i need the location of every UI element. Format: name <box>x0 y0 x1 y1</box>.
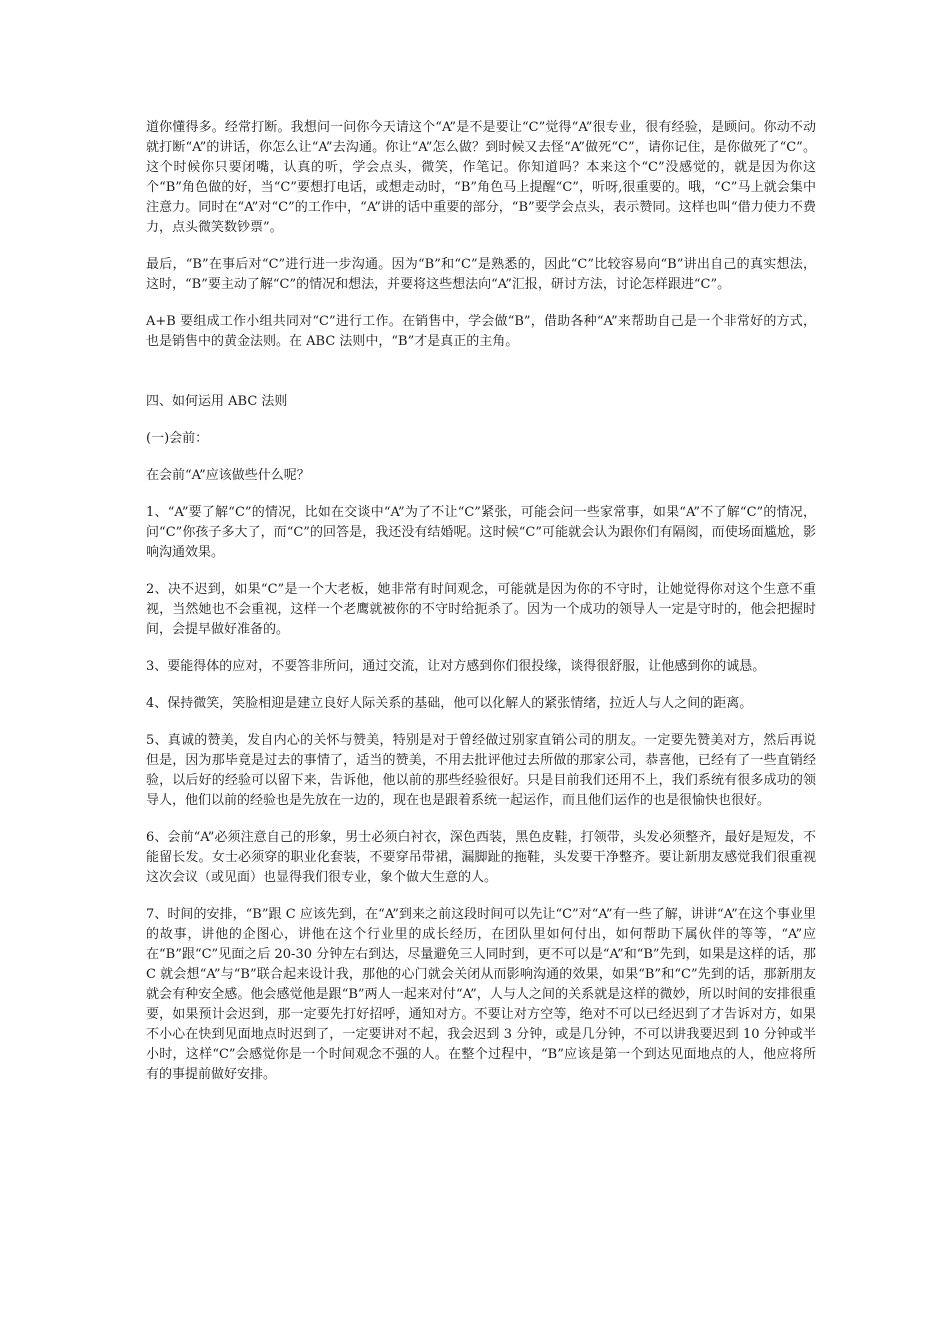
section-heading: 四、如何运用 ABC 法则 <box>146 394 288 409</box>
list-item: 6、会前“A”必须注意自己的形象，男士必须白衬衣，深色西装，黑色皮鞋，打领带，头发必须整齐，最好是短发，不能留长发。女士必须穿的职业化套装，不要穿吊带裙，漏脚趾的拖鞋，头发要干净整齐。要让新朋友感觉我们很重视这次会议（或见面）也显得我们很专业，象个做大生意的人。 <box>146 830 816 885</box>
list-item: 3、要能得体的应对，不要答非所问，通过交流，让对方感到你们很投缘，谈得很舒服，让他感到你的诚恳。 <box>146 659 766 674</box>
subsection-heading: (一)会前： <box>146 431 209 446</box>
list-item: 2、决不迟到，如果“C”是一个大老板，她非常有时间观念，可能就是因为你的不守时，让她觉得你对这个生意不重视，当然她也不会重视，这样一个老鹰就被你的不守时给扼杀了。因为一个成功的领导人一定是守时的，他会把握时间，会提早做好准备的。 <box>146 582 816 637</box>
section-question: 在会前“A”应该做些什么呢？ <box>146 468 310 483</box>
document-page <box>146 118 816 1102</box>
list-item: 7、时间的安排，“B”跟 C 应该先到，在“A”到来之前这段时间可以先让“C”对“A”有一些了解，讲讲“A”在这个事业里的故事，讲他的企图心，讲他在这个行业里的成长经历，在团队里如何付出，如何帮助下属伙伴的等等，“A”应在“B”跟“C”见面之后 20-30 分钟左右到达，尽量避免三人同时到，更不可以是“A”和“B”先到，如果是这样的话，那 C 就会想“A”与“B”联合起来设计我，那他的心门就会关闭从而影响沟通的效果，如果“B”和“C”先到的话，那新朋友就会有种安全感。他会感觉他是跟“B”两人一起来对付“A”，人与人之间的关系就是这样的微妙，所以时间的安排很重要，如果预计会迟到，那一定要先打好招呼，通知对方。不要让对方空等，绝对不可以已经迟到了才告诉对方，如果不小心在快到见面地点时迟到了，一定要讲对不起，我会迟到 3 分钟，或是几分钟，不可以讲我要迟到 10 分钟或半小时，这样“C”会感觉你是一个时间观念不强的人。在整个过程中，“B”应该是第一个到达见面地点的人，他应将所有的事提前做好安排。 <box>146 907 816 1082</box>
list-item: 1、“A”要了解“C”的情况，比如在交谈中“A”为了不让“C”紧张，可能会问一些家常事，如果“A”不了解“C”的情况，问“C”你孩子多大了，而“C”的回答是，我还没有结婚呢。这时候“C”可能就会认为跟你们有隔阂，而使场面尴尬，影响沟通效果。 <box>146 505 816 560</box>
intro-paragraph-1: 道你懂得多。经常打断。我想问一问你今天请这个“A”是不是要让“C”觉得“A”很专业，很有经验，是顾问。你动不动就打断“A”的讲话，你怎么让“A”去沟通。你让“A”怎么做？到时候又去怪“A”做死“C”，请你记住，是你做死了“C”。这个时候你只要闭嘴，认真的听，学会点头，微笑，作笔记。你知道吗？本来这个“C”没感觉的，就是因为你这个“B”角色做的好，当“C”要想打电话，或想走动时，“B”角色马上提醒“C”，听呀,很重要的。哦，“C”马上就会集中注意力。同时在“A”对“C”的工作中，“A”讲的话中重要的部分，“B”要学会点头，表示赞同。这样也叫“借力使力不费力，点头微笑数钞票”。 <box>146 120 816 235</box>
intro-paragraph-2: 最后，“B”在事后对“C”进行进一步沟通。因为“B”和“C”是熟悉的，因此“C”比较容易向“B”讲出自己的真实想法，这时，“B”要主动了解“C”的情况和想法，并要将这些想法向“A”汇报，研讨方法，讨论怎样跟进“C”。 <box>146 257 816 292</box>
list-item: 4、保持微笑，笑脸相迎是建立良好人际关系的基础，他可以化解人的紧张情绪，拉近人与人之间的距离。 <box>146 696 753 711</box>
list-item: 5、真诚的赞美，发自内心的关怀与赞美，特别是对于曾经做过别家直销公司的朋友。一定要先赞美对方，然后再说但是，因为那毕竟是过去的事情了，适当的赞美，不用去批评他过去所做的那家公司，恭喜他，已经有了一些直销经验，以后好的经验可以留下来，告诉他，他以前的那些经验很好。只是目前我们还用不上，我们系统有很多成功的领导人，他们以前的经验也是先放在一边的，现在也是跟着系统一起运作，而且他们运作的也是很愉快也很好。 <box>146 733 816 808</box>
intro-paragraph-3: A+B 要组成工作小组共同对“C”进行工作。在销售中，学会做“B”，借助各种“A”来帮助自己是一个非常好的方式，也是销售中的黄金法则。在 ABC 法则中，“B”才是真正的主角。 <box>146 314 816 349</box>
